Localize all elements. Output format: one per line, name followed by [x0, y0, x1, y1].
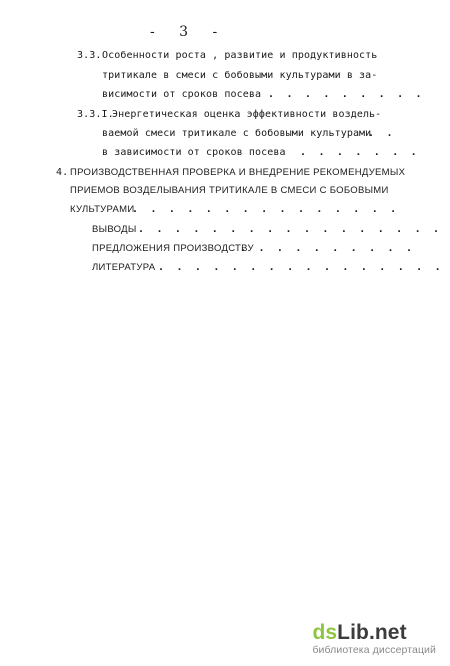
toc-entry-4-line-3: КУЛЬТУРАМИ: [70, 204, 135, 215]
toc-entry-4-line-2: ПРИЕМОВ ВОЗДЕЛЫВАНИЯ ТРИТИКАЛЕ В СМЕСИ С БОБОВЫМИ: [70, 185, 389, 196]
dslib-subtitle: библиотека диссертаций: [312, 644, 436, 656]
toc-entry-literature: ЛИТЕРАТУРА: [92, 262, 156, 273]
toc-entry-3-3-1-leader-dots-line-2: . .: [368, 128, 396, 139]
toc-entry-4-leader-dots: . . . . . . . . . . . . . . .: [132, 204, 400, 215]
section-number-3-3: 3.3.: [77, 50, 102, 61]
toc-entry-3-3-line-1: Особенности роста , развитие и продуктивность: [102, 50, 378, 61]
toc-entry-3-3-1-line-2: ваемой смеси тритикале с бобовыми культурами: [102, 128, 372, 139]
dslib-watermark: [312, 622, 436, 656]
toc-entry-conclusions-leader-dots: . . . . . . . . . . . . . . . . .: [138, 224, 443, 235]
toc-entry-conclusions: ВЫВОДЫ: [92, 224, 137, 235]
section-number-4: 4.: [56, 167, 69, 178]
section-number-3-3-1: 3.3.I.: [77, 109, 114, 120]
toc-entry-3-3-1-line-3: в зависимости от сроков посева: [102, 147, 286, 158]
toc-entry-proposals-leader-dots: . . . . . . . . . .: [240, 243, 416, 254]
dslib-logo: [312, 622, 436, 644]
toc-entry-3-3-1-leader-dots: . . . . . . .: [300, 147, 420, 158]
toc-entry-3-3-1-line-1: Энергетическая оценка эффективности воздель-: [112, 109, 382, 120]
dslib-logo-prefix: ds: [312, 621, 338, 644]
toc-entry-4-line-1: ПРОИЗВОДСТВЕННАЯ ПРОВЕРКА И ВНЕДРЕНИЕ РЕКОМЕНДУЕМЫХ: [70, 167, 406, 178]
dslib-logo-suffix: Lib.net: [337, 621, 407, 644]
toc-entry-literature-leader-dots: . . . . . . . . . . . . . . . .: [158, 262, 444, 273]
toc-entry-proposals: ПРЕДЛОЖЕНИЯ ПРОИЗВОДСТВУ: [92, 243, 254, 254]
toc-entry-3-3-leader-dots: . . . . . . . . .: [268, 89, 425, 100]
page-number: - 3 -: [150, 24, 228, 40]
toc-entry-3-3-line-3: висимости от сроков посева: [102, 89, 262, 100]
toc-entry-3-3-line-2: тритикале в смеси с бобовыми культурами в за-: [102, 70, 378, 81]
